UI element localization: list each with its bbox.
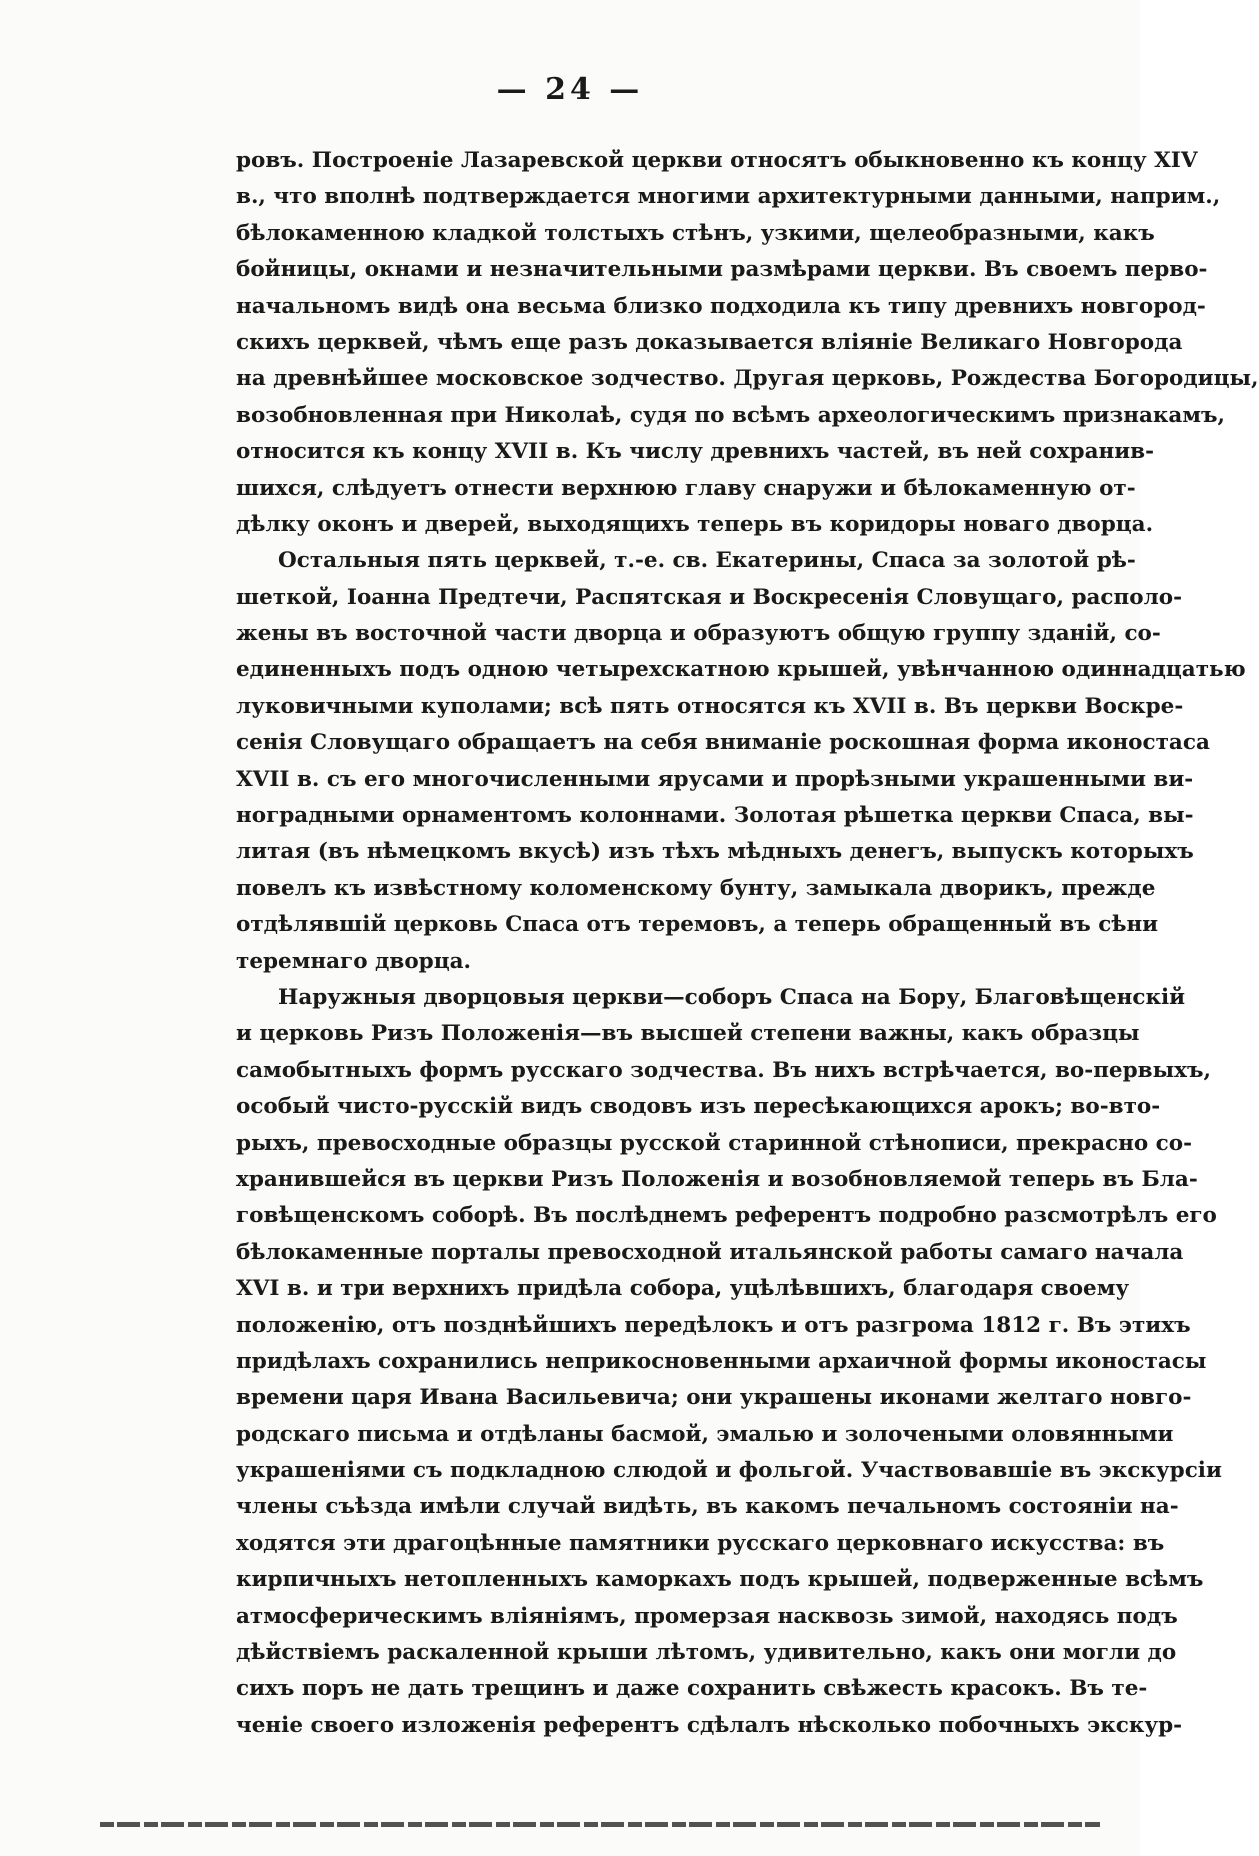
- text-line: Остальныя пять церквей, т.-е. св. Екатерины, Спаса за золотой рѣ-: [278, 548, 1136, 574]
- text-line: жены въ восточной части дворца и образуютъ общую группу зданій, со-: [236, 621, 1161, 647]
- text-line: ноградными орнаментомъ колоннами. Золотая рѣшетка церкви Спаса, вы-: [236, 803, 1194, 829]
- paragraph-3: [236, 980, 1222, 1744]
- text-line: сихъ поръ не дать трещинъ и даже сохранить свѣжесть красокъ. Въ те-: [236, 1676, 1148, 1702]
- text-line: теремнаго дворца.: [236, 948, 471, 974]
- text-line: ровъ. Построеніе Лазаревской церкви относятъ обыкновенно къ концу XIV: [236, 148, 1198, 173]
- text-line: сенія Словущаго обращаетъ на себя вниманіе роскошная форма иконостаса: [236, 730, 1210, 756]
- text-line: времени царя Ивана Васильевича; они украшены иконами желтаго новго-: [236, 1385, 1192, 1411]
- text-line: начальномъ видѣ она весьма близко подходила къ типу древнихъ новгород-: [236, 293, 1206, 319]
- text-line: кирпичныхъ нетопленныхъ каморкахъ подъ крышей, подверженные всѣмъ: [236, 1567, 1204, 1593]
- text-line: самобытныхъ формъ русскаго зодчества. Въ нихъ встрѣчается, во-первыхъ,: [236, 1057, 1211, 1083]
- text-line: шеткой, Іоанна Предтечи, Распятская и Воскресенія Словущаго, располо-: [236, 584, 1183, 610]
- text-line: члены съѣзда имѣли случай видѣть, въ какомъ печальномъ состояніи на-: [236, 1494, 1179, 1520]
- bottom-scan-rule: [100, 1822, 1100, 1827]
- text-line: придѣлахъ сохранились неприкосновенными архаичной формы иконостасы: [236, 1348, 1207, 1374]
- text-line: относится къ концу XVII в. Къ числу древнихъ частей, въ ней сохранив-: [236, 439, 1155, 465]
- text-line: рыхъ, превосходные образцы русской старинной стѣнописи, прекрасно со-: [236, 1130, 1193, 1156]
- body-text: [236, 143, 1259, 1744]
- text-line: украшеніями съ подкладною слюдой и фольгой. Участвовавшіе въ экскурсіи: [236, 1458, 1222, 1484]
- text-line: положенію, отъ позднѣйшихъ передѣлокъ и отъ разгрома 1812 г. Въ этихъ: [236, 1312, 1191, 1338]
- text-line: родскаго письма и отдѣланы басмой, эмалью и золочеными оловянными: [236, 1421, 1174, 1447]
- text-line: луковичными куполами; всѣ пять относятся къ XVII в. Въ церкви Воскре-: [236, 693, 1184, 719]
- text-line: бѣлокаменною кладкой толстыхъ стѣнъ, узкими, щелеобразными, какъ: [236, 220, 1155, 246]
- text-line: отдѣлявшій церковь Спаса отъ теремовъ, а теперь обращенный въ сѣни: [236, 912, 1159, 938]
- text-line: бойницы, окнами и незначительными размѣрами церкви. Въ своемъ перво-: [236, 257, 1208, 283]
- text-line: скихъ церквей, чѣмъ еще разъ доказывается вліяніе Великаго Новгорода: [236, 329, 1183, 355]
- text-line: говѣщенскомъ соборѣ. Въ послѣднемъ референтъ подробно разсмотрѣлъ его: [236, 1203, 1217, 1229]
- text-line: бѣлокаменные порталы превосходной итальянской работы самаго начала: [236, 1239, 1184, 1265]
- text-line: единенныхъ подъ одною четырехскатною крышей, увѣнчанною одиннадцатью: [236, 657, 1246, 683]
- text-line: Наружныя дворцовыя церкви—соборъ Спаса на Бору, Благовѣщенскій: [278, 984, 1186, 1010]
- text-line: возобновленная при Николаѣ, судя по всѣмъ археологическимъ признакамъ,: [236, 402, 1225, 428]
- text-line: литая (въ нѣмецкомъ вкусѣ) изъ тѣхъ мѣдныхъ денегъ, выпускъ которыхъ: [236, 839, 1194, 865]
- text-line: ходятся эти драгоцѣнные памятники русскаго церковнаго искусства: въ: [236, 1530, 1165, 1556]
- text-line: дѣлку оконъ и дверей, выходящихъ теперь въ коридоры новаго дворца.: [236, 511, 1154, 537]
- text-line: и церковь Ризъ Положенія—въ высшей степени важны, какъ образцы: [236, 1021, 1140, 1047]
- text-line: ченіе своего изложенія референтъ сдѣлалъ нѣсколько побочныхъ экскур-: [236, 1712, 1183, 1738]
- text-line: дѣйствіемъ раскаленной крыши лѣтомъ, удивительно, какъ они могли до: [236, 1640, 1177, 1666]
- paragraph-2: [236, 543, 1246, 980]
- text-line: особый чисто-русскій видъ сводовъ изъ пересѣкающихся арокъ; во-вто-: [236, 1094, 1161, 1120]
- text-line: на древнѣйшее московское зодчество. Другая церковь, Рождества Богородицы,: [236, 366, 1259, 392]
- text-line: хранившейся въ церкви Ризъ Положенія и возобновляемой теперь въ Бла-: [236, 1166, 1198, 1192]
- text-line: XVI в. и три верхнихъ придѣла собора, уцѣлѣвшихъ, благодаря своему: [236, 1276, 1130, 1302]
- text-line: в., что вполнѣ подтверждается многими архитектурными данными, наприм.,: [236, 184, 1221, 210]
- paragraph-1: [236, 143, 1259, 543]
- page-number: — 24 —: [496, 72, 644, 107]
- text-line: шихся, слѣдуетъ отнести верхнюю главу снаружи и бѣлокаменную от-: [236, 475, 1136, 501]
- text-line: атмосферическимъ вліяніямъ, промерзая насквозь зимой, находясь подъ: [236, 1603, 1178, 1629]
- text-line: XVII в. съ его многочисленными ярусами и прорѣзными украшенными ви-: [236, 766, 1194, 792]
- text-line: повелъ къ извѣстному коломенскому бунту, замыкала дворикъ, прежде: [236, 875, 1156, 901]
